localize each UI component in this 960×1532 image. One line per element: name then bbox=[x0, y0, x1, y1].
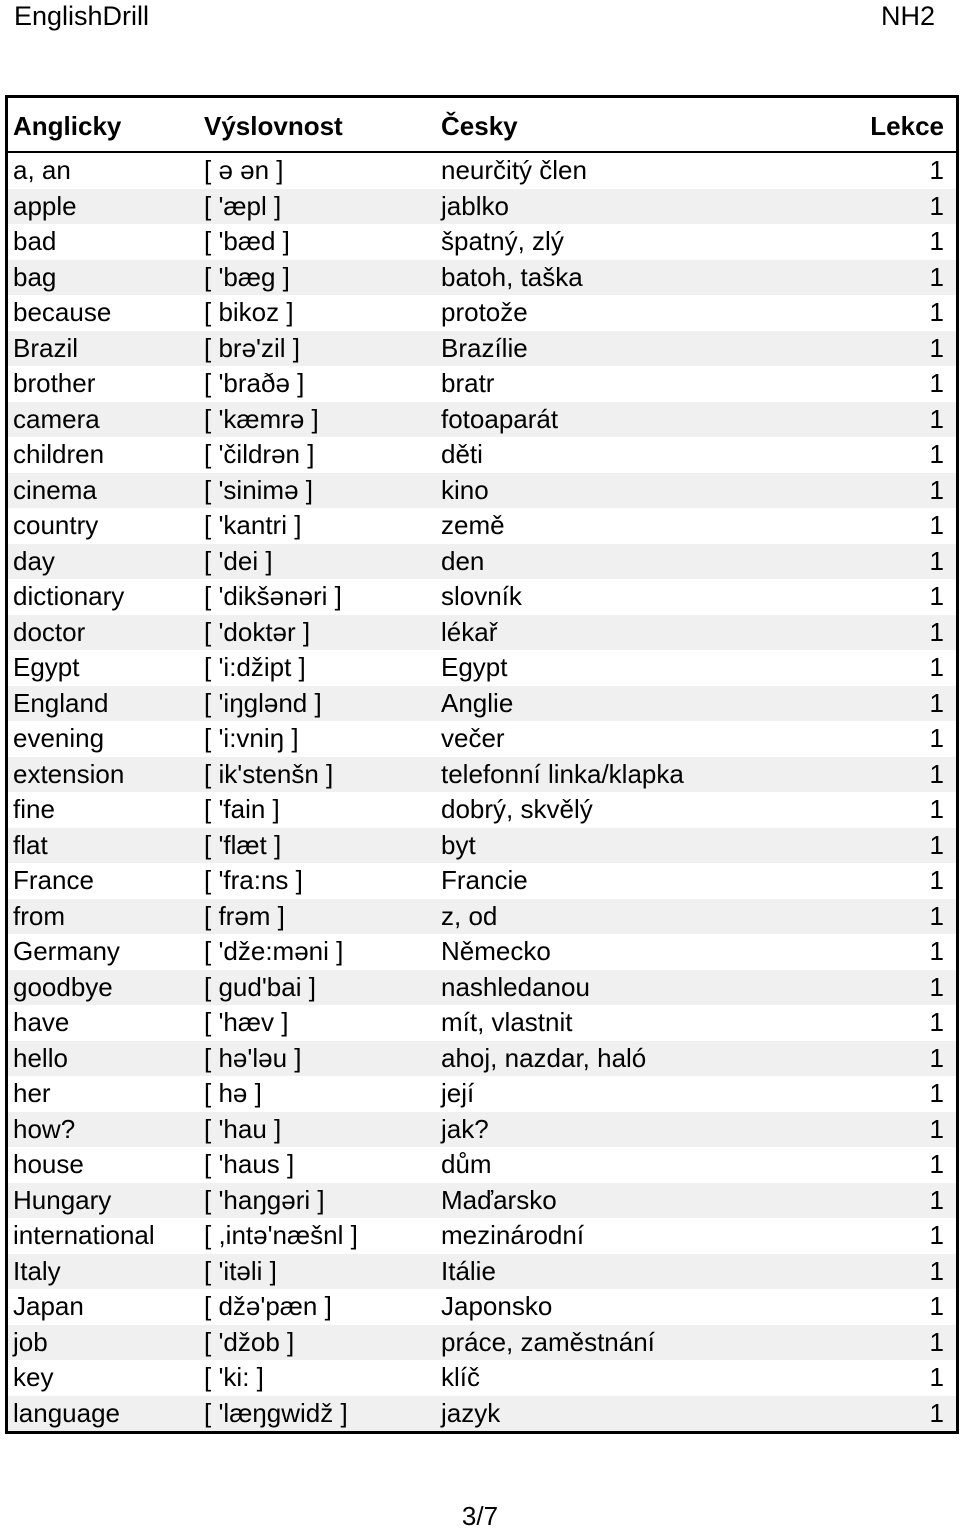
cell-pronunciation: [ 'i:džipt ] bbox=[204, 652, 306, 682]
cell-czech: telefonní linka/klapka bbox=[441, 758, 684, 789]
cell-english: goodbye bbox=[13, 971, 113, 1002]
table-row bbox=[8, 1360, 956, 1396]
table-row bbox=[8, 1396, 956, 1432]
cell-pronunciation: [ hə'ləu ] bbox=[204, 1042, 302, 1073]
cell-czech: klíč bbox=[441, 1362, 480, 1392]
cell-lesson: 1 bbox=[929, 1007, 944, 1037]
table-row bbox=[8, 473, 956, 509]
column-header-vyslovnost: Výslovnost bbox=[204, 111, 343, 141]
cell-czech: slovník bbox=[441, 581, 522, 611]
table-row bbox=[8, 366, 956, 402]
cell-pronunciation: [ 'dei ] bbox=[204, 545, 273, 576]
cell-english: from bbox=[13, 900, 65, 931]
cell-english: England bbox=[13, 687, 109, 718]
table-row bbox=[8, 402, 956, 438]
cell-czech: Maďarsko bbox=[441, 1184, 557, 1215]
cell-english: job bbox=[13, 1326, 48, 1357]
cell-english: bag bbox=[13, 261, 57, 292]
cell-lesson: 1 bbox=[929, 616, 944, 647]
cell-lesson: 1 bbox=[929, 474, 944, 505]
cell-english: extension bbox=[13, 758, 125, 789]
cell-pronunciation: [ 'læŋgwidž ] bbox=[204, 1397, 348, 1428]
table-row bbox=[8, 1041, 956, 1077]
table-row bbox=[8, 508, 956, 544]
table-row bbox=[8, 331, 956, 367]
cell-lesson: 1 bbox=[929, 226, 944, 256]
cell-czech: Francie bbox=[441, 865, 528, 895]
cell-czech: dům bbox=[441, 1149, 492, 1179]
cell-lesson: 1 bbox=[929, 758, 944, 789]
cell-czech: batoh, taška bbox=[441, 261, 583, 292]
cell-english: Hungary bbox=[13, 1184, 112, 1215]
document-code: NH2 bbox=[880, 1, 935, 31]
cell-pronunciation: [ ,intə'næšnl ] bbox=[204, 1220, 358, 1250]
cell-pronunciation: [ 'æpl ] bbox=[204, 190, 282, 221]
table-body bbox=[8, 153, 956, 1431]
cell-lesson: 1 bbox=[929, 190, 944, 221]
cell-pronunciation: [ gud'bai ] bbox=[204, 971, 316, 1002]
table-row bbox=[8, 153, 956, 189]
table-row bbox=[8, 970, 956, 1006]
table-row bbox=[8, 579, 956, 615]
table-row bbox=[8, 934, 956, 970]
column-header-cesky: Česky bbox=[441, 111, 518, 141]
cell-pronunciation: [ 'flæt ] bbox=[204, 829, 282, 860]
cell-czech: Egypt bbox=[441, 652, 508, 682]
cell-pronunciation: [ 'hæv ] bbox=[204, 1007, 289, 1037]
cell-czech: kino bbox=[441, 474, 489, 505]
table-row bbox=[8, 1076, 956, 1112]
cell-czech: nashledanou bbox=[441, 971, 590, 1002]
cell-lesson: 1 bbox=[929, 1326, 944, 1357]
cell-czech: Japonsko bbox=[441, 1291, 553, 1321]
app-title: EnglishDrill bbox=[14, 1, 150, 31]
table-row bbox=[8, 1325, 956, 1361]
cell-english: camera bbox=[13, 403, 100, 434]
cell-lesson: 1 bbox=[929, 900, 944, 931]
cell-lesson: 1 bbox=[929, 1255, 944, 1286]
cell-pronunciation: [ brə'zil ] bbox=[204, 332, 300, 363]
cell-lesson: 1 bbox=[929, 545, 944, 576]
cell-lesson: 1 bbox=[929, 155, 944, 185]
cell-lesson: 1 bbox=[929, 1113, 944, 1144]
table-row bbox=[8, 295, 956, 331]
cell-pronunciation: [ 'iŋglənd ] bbox=[204, 687, 322, 718]
cell-english: doctor bbox=[13, 616, 86, 647]
table-row bbox=[8, 650, 956, 686]
cell-english: Germany bbox=[13, 936, 120, 966]
page-number: 3/7 bbox=[461, 1501, 499, 1531]
cell-pronunciation: [ 'doktər ] bbox=[204, 616, 311, 647]
cell-lesson: 1 bbox=[929, 1149, 944, 1179]
cell-pronunciation: [ 'bæg ] bbox=[204, 261, 290, 292]
cell-lesson: 1 bbox=[929, 1397, 944, 1428]
cell-lesson: 1 bbox=[929, 332, 944, 363]
cell-english: apple bbox=[13, 190, 77, 221]
cell-pronunciation: [ hə ] bbox=[204, 1078, 262, 1108]
cell-pronunciation: [ 'dže:məni ] bbox=[204, 936, 344, 966]
cell-lesson: 1 bbox=[929, 368, 944, 398]
cell-english: France bbox=[13, 865, 94, 895]
cell-english: fine bbox=[13, 794, 55, 824]
cell-pronunciation: [ 'ki: ] bbox=[204, 1362, 264, 1392]
cell-czech: jazyk bbox=[441, 1397, 501, 1428]
cell-czech: špatný, zlý bbox=[441, 226, 564, 256]
table-row bbox=[8, 757, 956, 793]
cell-pronunciation: [ 'braðə ] bbox=[204, 368, 305, 398]
cell-english: a, an bbox=[13, 155, 71, 185]
cell-lesson: 1 bbox=[929, 829, 944, 860]
cell-english: Japan bbox=[13, 1291, 84, 1321]
cell-english: her bbox=[13, 1078, 51, 1108]
cell-czech: byt bbox=[441, 829, 476, 860]
cell-pronunciation: [ 'džob ] bbox=[204, 1326, 295, 1357]
cell-pronunciation: [ 'kæmrə ] bbox=[204, 403, 319, 434]
table-row bbox=[8, 437, 956, 473]
table-row bbox=[8, 686, 956, 722]
cell-lesson: 1 bbox=[929, 1291, 944, 1321]
cell-czech: Brazílie bbox=[441, 332, 528, 363]
table-row bbox=[8, 260, 956, 296]
cell-english: bad bbox=[13, 226, 57, 256]
cell-pronunciation: [ 'sinimə ] bbox=[204, 474, 313, 505]
cell-czech: protože bbox=[441, 297, 528, 327]
vocabulary-table bbox=[5, 95, 959, 1434]
cell-pronunciation: [ 'fra:ns ] bbox=[204, 865, 303, 895]
cell-pronunciation: [ 'kantri ] bbox=[204, 510, 302, 540]
table-row bbox=[8, 828, 956, 864]
cell-english: children bbox=[13, 439, 105, 469]
cell-czech: den bbox=[441, 545, 485, 576]
table-row bbox=[8, 1147, 956, 1183]
column-header-lekce: Lekce bbox=[870, 111, 944, 141]
table-row bbox=[8, 721, 956, 757]
cell-pronunciation: [ 'itəli ] bbox=[204, 1255, 277, 1286]
cell-pronunciation: [ bikoz ] bbox=[204, 297, 294, 327]
table-row bbox=[8, 863, 956, 899]
cell-czech: neurčitý člen bbox=[441, 155, 587, 185]
cell-pronunciation: [ 'i:vniŋ ] bbox=[204, 723, 299, 753]
cell-english: because bbox=[13, 297, 112, 327]
cell-pronunciation: [ 'haus ] bbox=[204, 1149, 295, 1179]
cell-english: Egypt bbox=[13, 652, 80, 682]
table-row bbox=[8, 1183, 956, 1219]
cell-lesson: 1 bbox=[929, 1078, 944, 1108]
cell-lesson: 1 bbox=[929, 865, 944, 895]
table-row bbox=[8, 1112, 956, 1148]
cell-lesson: 1 bbox=[929, 1042, 944, 1073]
cell-pronunciation: [ 'hau ] bbox=[204, 1113, 282, 1144]
cell-lesson: 1 bbox=[929, 297, 944, 327]
page-header bbox=[0, 0, 960, 32]
cell-czech: Itálie bbox=[441, 1255, 496, 1286]
cell-english: country bbox=[13, 510, 99, 540]
cell-lesson: 1 bbox=[929, 1184, 944, 1215]
cell-english: flat bbox=[13, 829, 48, 860]
cell-czech: mezinárodní bbox=[441, 1220, 585, 1250]
cell-czech: její bbox=[441, 1078, 475, 1108]
cell-english: cinema bbox=[13, 474, 97, 505]
cell-pronunciation: [ 'haŋgəri ] bbox=[204, 1184, 325, 1215]
cell-english: hello bbox=[13, 1042, 68, 1073]
cell-czech: večer bbox=[441, 723, 505, 753]
cell-lesson: 1 bbox=[929, 1362, 944, 1392]
table-row bbox=[8, 1254, 956, 1290]
cell-english: evening bbox=[13, 723, 105, 753]
cell-english: day bbox=[13, 545, 55, 576]
cell-lesson: 1 bbox=[929, 794, 944, 824]
cell-lesson: 1 bbox=[929, 936, 944, 966]
cell-lesson: 1 bbox=[929, 723, 944, 753]
cell-lesson: 1 bbox=[929, 1220, 944, 1250]
cell-english: Italy bbox=[13, 1255, 61, 1286]
cell-pronunciation: [ 'čildrən ] bbox=[204, 439, 315, 469]
cell-czech: práce, zaměstnání bbox=[441, 1326, 655, 1357]
cell-lesson: 1 bbox=[929, 687, 944, 718]
cell-czech: dobrý, skvělý bbox=[441, 794, 593, 824]
table-row bbox=[8, 224, 956, 260]
table-header-row bbox=[8, 98, 956, 153]
cell-english: key bbox=[13, 1362, 54, 1392]
cell-english: language bbox=[13, 1397, 120, 1428]
cell-lesson: 1 bbox=[929, 652, 944, 682]
cell-lesson: 1 bbox=[929, 403, 944, 434]
cell-lesson: 1 bbox=[929, 581, 944, 611]
cell-pronunciation: [ 'fain ] bbox=[204, 794, 280, 824]
cell-lesson: 1 bbox=[929, 510, 944, 540]
cell-czech: ahoj, nazdar, haló bbox=[441, 1042, 647, 1073]
table-row bbox=[8, 899, 956, 935]
cell-lesson: 1 bbox=[929, 439, 944, 469]
table-row bbox=[8, 1005, 956, 1041]
table-row bbox=[8, 1218, 956, 1254]
cell-pronunciation: [ ik'stenšn ] bbox=[204, 758, 334, 789]
cell-english: have bbox=[13, 1007, 70, 1037]
table-row bbox=[8, 1289, 956, 1325]
column-header-anglicky: Anglicky bbox=[13, 111, 122, 141]
cell-pronunciation: [ ə ən ] bbox=[204, 155, 284, 185]
cell-pronunciation: [ 'bæd ] bbox=[204, 226, 290, 256]
cell-czech: Anglie bbox=[441, 687, 514, 718]
cell-czech: fotoaparát bbox=[441, 403, 559, 434]
cell-pronunciation: [ džə'pæn ] bbox=[204, 1291, 332, 1321]
cell-czech: jak? bbox=[441, 1113, 489, 1144]
cell-english: brother bbox=[13, 368, 96, 398]
cell-lesson: 1 bbox=[929, 971, 944, 1002]
cell-pronunciation: [ 'dikšənəri ] bbox=[204, 581, 342, 611]
cell-czech: Německo bbox=[441, 936, 551, 966]
cell-czech: jablko bbox=[441, 190, 509, 221]
table-row bbox=[8, 189, 956, 225]
cell-czech: z, od bbox=[441, 900, 498, 931]
cell-lesson: 1 bbox=[929, 261, 944, 292]
cell-czech: lékař bbox=[441, 616, 498, 647]
cell-czech: bratr bbox=[441, 368, 495, 398]
cell-english: Brazil bbox=[13, 332, 79, 363]
table-row bbox=[8, 615, 956, 651]
cell-czech: děti bbox=[441, 439, 483, 469]
cell-english: house bbox=[13, 1149, 84, 1179]
cell-english: dictionary bbox=[13, 581, 125, 611]
cell-pronunciation: [ frəm ] bbox=[204, 900, 285, 931]
cell-czech: mít, vlastnit bbox=[441, 1007, 573, 1037]
table-row bbox=[8, 544, 956, 580]
table-row bbox=[8, 792, 956, 828]
cell-english: how? bbox=[13, 1113, 76, 1144]
cell-english: international bbox=[13, 1220, 155, 1250]
cell-czech: země bbox=[441, 510, 505, 540]
